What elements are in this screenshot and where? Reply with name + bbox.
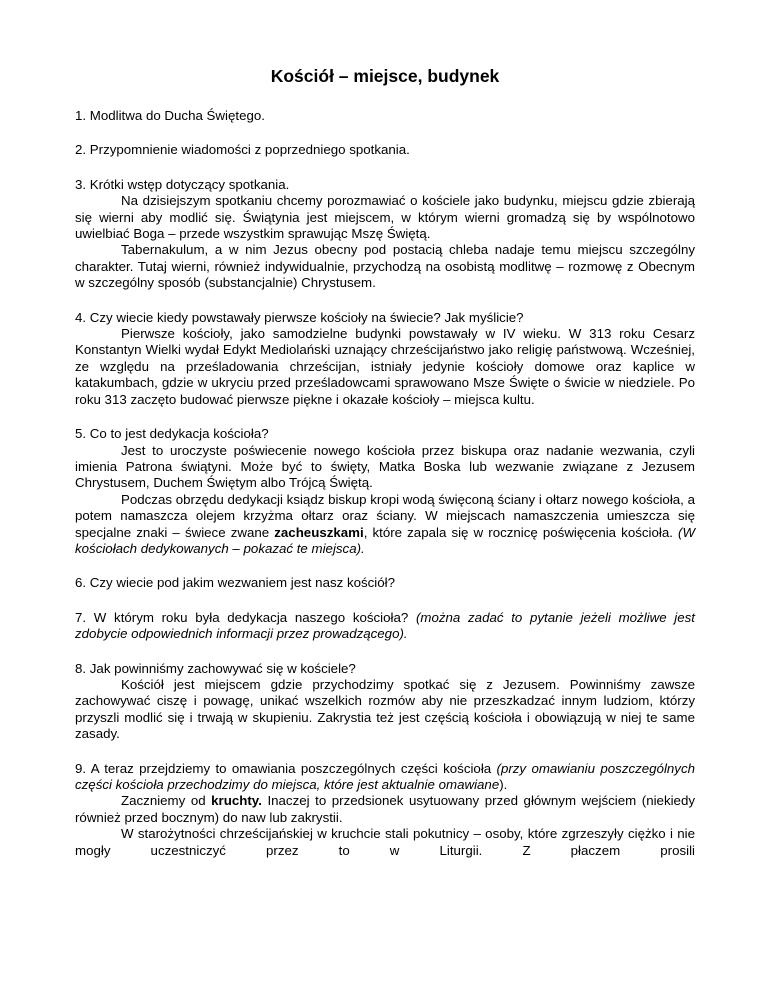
section-2 (75, 142, 695, 158)
section-9-paragraph-2: W starożytności chrześcijańskiej w kruchcie stali pokutnicy – osoby, które zgrzeszyły ciężko i nie mogły uczestniczyć przez to w Liturgii. Z płaczem prosili (75, 826, 695, 858)
section-3-heading: 3. Krótki wstęp dotyczący spotkania. (75, 176, 290, 192)
section-9-p1-text: Zaczniemy od (121, 793, 212, 809)
section-5 (75, 426, 695, 557)
section-5-p2-text-cont: , które zapala się w rocznicę poświęcenia kościoła. (363, 524, 679, 540)
section-4-heading: 4. Czy wiecie kiedy powstawały pierwsze kościoły na świecie? Jak myślicie? (75, 309, 524, 325)
section-9-p1-text-cont: Inaczej to przedsionek usytuowany przed głównym wejściem (niekiedy również przed bocznym) do naw lub zakrystii. (75, 793, 695, 825)
section-7-italic-note: (można zadać to pytanie jeżeli możliwe jest zdobycie odpowiednich informacji przez prowadzącego). (75, 609, 695, 642)
section-5-p2-italic-note: (W kościołach dedykowanych – pokazać te miejsca). (75, 524, 695, 556)
page-title: Kościół – miejsce, budynek (270, 66, 500, 86)
section-3-paragraph-2: Tabernakulum, a w nim Jezus obecny pod postacią chleba nadaje temu miejscu szczególny charakter. Tutaj wierni, również indywidualnie, przychodzą na osobistą modlitwę – rozmowę z Obecnym w szczególny sposób (substancjalnie) Chrystusem. (75, 242, 695, 291)
section-3-paragraph-1: Na dzisiejszym spotkaniu chcemy porozmawiać o kościele jako budynku, miejscu gdzie zbierają się wierni aby modlić się. Świątynia jest miejscem, w którym wierni gromadzą się by wspólnotowo uwielbiać Boga – przede wszystkim sprawując Mszę Świętą. (75, 193, 695, 242)
section-6 (75, 575, 695, 591)
section-9-heading-text: 9. A teraz przejdziemy to omawiania poszczególnych części kościoła (75, 760, 497, 776)
section-8 (75, 661, 695, 743)
section-7-question: 7. W którym roku była dedykacja naszego kościoła? (75, 609, 416, 625)
section-4 (75, 310, 695, 408)
section-7 (75, 610, 695, 643)
section-5-paragraph-1: Jest to uroczyste poświecenie nowego kościoła przez biskupa oraz nadanie wezwania, czyli imienia Patrona świątyni. Może być to święty, Matka Boska lub wezwanie związane z Jezusem Chrystusem, Duchem Świętym albo Trójcą Świętą. (75, 442, 695, 491)
section-5-paragraph-2 (75, 492, 695, 558)
section-9 (75, 761, 695, 859)
section-9-heading (75, 761, 695, 794)
section-9-paragraph-1 (75, 793, 695, 826)
section-1 (75, 108, 695, 124)
section-5-heading: 5. Co to jest dedykacja kościoła? (75, 426, 269, 442)
section-8-paragraph-1: Kościół jest miejscem gdzie przychodzimy spotkać się z Jezusem. Powinniśmy zawsze zachowywać ciszę i powagę, unikać wszelkich rozmów aby nie przeszkadzać innym ludziom, którzy przyszli modlić się i trwają w skupieniu. Zakrystia też jest częścią kościoła i obowiązują w niej te same zasady. (75, 676, 695, 742)
section-1-heading: 1. Modlitwa do Ducha Świętego. (75, 108, 265, 123)
section-9-italic-note: (przy omawianiu poszczególnych części kościoła przechodzimy do miejsca, które jest aktualnie omawiane (75, 760, 695, 792)
document-page (75, 64, 695, 877)
section-4-paragraph-1: Pierwsze kościoły, jako samodzielne budynki powstawały w IV wieku. W 313 roku Cesarz Konstantyn Wielki wydał Edykt Mediolański uznający chrześcijaństwo jako religię państwową. Wcześniej, ze względu na prześladowania chrześcijan, istniały jedynie kościoły domowe oraz kaplice w katakumbach, gdzie w ukryciu przed prześladowcami sprawowano Msze Święte o świcie w niedziele. Po roku 313 zaczęto budować pierwsze piękne i okazałe kościoły – miejsca kultu. (75, 326, 695, 407)
section-9-p1-bold-term: kruchty. (211, 793, 262, 809)
section-5-p2-bold-term: zacheuszkami (274, 524, 364, 540)
section-5-p2-text: Podczas obrzędu dedykacji ksiądz biskup kropi wodą święconą ściany i ołtarz nowego kościoła, a potem namaszcza olejem krzyżma ołtarz oraz ściany. W miejscach namaszczenia umieszcza się specjalne znaki – świece zwane (75, 491, 695, 540)
section-2-heading: 2. Przypomnienie wiadomości z poprzedniego spotkania. (75, 142, 410, 158)
section-6-heading: 6. Czy wiecie pod jakim wezwaniem jest nasz kościół? (75, 575, 395, 591)
section-7-heading (75, 610, 695, 643)
section-9-heading-end: ). (499, 777, 508, 792)
section-3 (75, 177, 695, 292)
section-8-heading: 8. Jak powinniśmy zachowywać się w kościele? (75, 660, 356, 676)
